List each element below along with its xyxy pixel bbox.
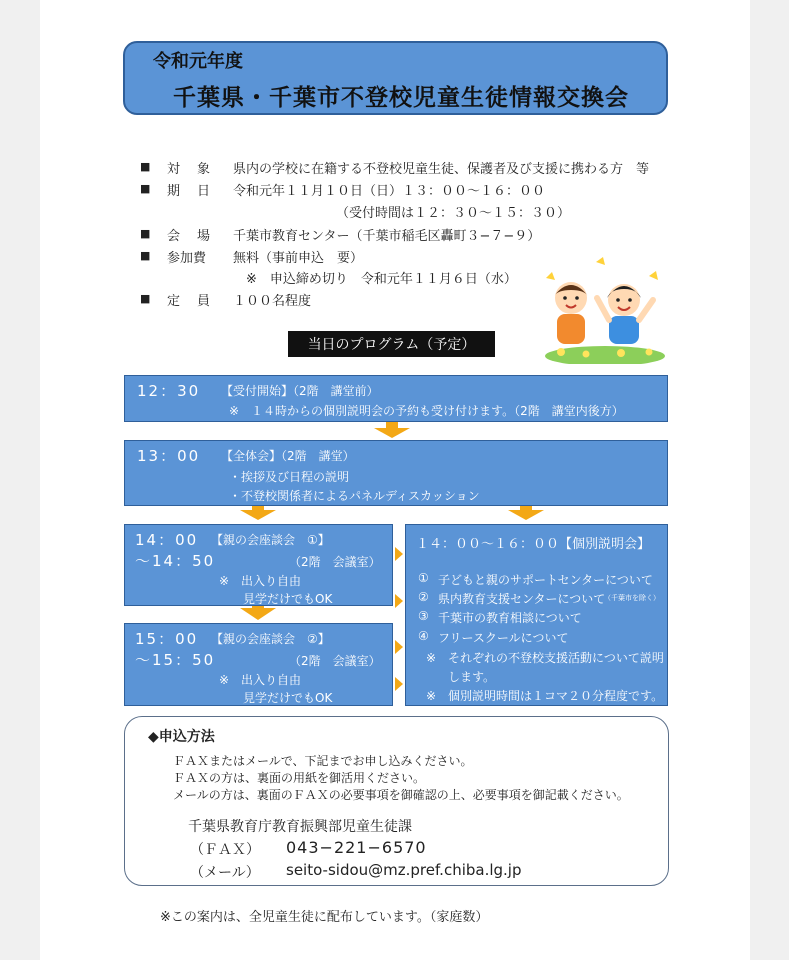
title-year: 令和元年度 xyxy=(153,51,243,72)
mail-address[interactable]: seito-sidou@mz.pref.chiba.lg.jp xyxy=(286,861,522,879)
reception-box xyxy=(124,375,668,422)
contact-org: 千葉県教育庁教育振興部児童生徒課 xyxy=(188,819,412,835)
parent-meeting-2-end: 〜15：50 xyxy=(135,651,216,669)
title-main: 千葉県・千葉市不登校児童生徒情報交換会 xyxy=(173,85,629,111)
detail-label-target: 対 象 xyxy=(167,162,213,177)
footer-note: ※この案内は、全児童生徒に配布しています。（家庭数） xyxy=(160,910,489,925)
plenary-box xyxy=(124,440,668,506)
parent-meeting-1-box xyxy=(124,524,393,606)
parent-meeting-2-time: 15：00 xyxy=(135,630,199,648)
individual-sessions-box xyxy=(405,524,668,706)
application-line: メールの方は、裏面のＦＡＸの必要事項を御確認の上、必要事項を御記載ください。 xyxy=(173,788,629,802)
title-banner xyxy=(123,41,668,115)
detail-fee: 無料（事前申込 要） xyxy=(233,251,364,266)
flow-arrow-right xyxy=(395,547,403,561)
individual-item: 子どもと親のサポートセンターについて xyxy=(438,573,653,587)
individual-note: ※ 個別説明時間は１コマ２０分程度です。 xyxy=(426,689,664,703)
individual-item: 県内教育支援センターについて xyxy=(438,592,606,606)
flow-arrow xyxy=(240,510,276,520)
individual-item-num: ③ xyxy=(418,609,429,623)
mail-label: （メール） xyxy=(190,865,260,881)
parent-meeting-2-box xyxy=(124,623,393,706)
parent-meeting-2-room: （2階 会議室） xyxy=(289,654,381,668)
detail-label-capacity: 定 員 xyxy=(167,294,213,309)
parent-meeting-2-title: 【親の会座談会 ②】 xyxy=(211,632,330,646)
parent-meeting-2-note: 見学だけでもOK xyxy=(243,691,333,705)
detail-label-venue: 会 場 xyxy=(167,229,213,244)
individual-note: ※ それぞれの不登校支援活動について説明 xyxy=(426,651,664,665)
flow-arrow-right xyxy=(395,640,403,654)
parent-meeting-1-note: ※ 出入り自由 xyxy=(219,574,302,588)
parent-meeting-2-note: ※ 出入り自由 xyxy=(219,673,302,687)
parent-meeting-1-time: 14：00 xyxy=(135,531,199,549)
plenary-time: 13：00 xyxy=(137,447,201,465)
fax-label: （ＦＡＸ） xyxy=(190,842,260,858)
flow-arrow xyxy=(508,510,544,520)
detail-date: 令和元年１１月１０日（日）１３：００〜１６：００ xyxy=(233,184,546,199)
detail-label-date: 期 日 xyxy=(167,184,213,199)
parent-meeting-1-note: 見学だけでもOK xyxy=(243,592,333,606)
parent-meeting-1-room: （2階 会議室） xyxy=(289,555,381,569)
flow-arrow xyxy=(240,608,276,620)
reception-time: 12：30 xyxy=(137,382,201,400)
flow-arrow xyxy=(374,428,410,438)
application-line: ＦＡＸの方は、裏面の用紙を御活用ください。 xyxy=(173,771,426,785)
parent-meeting-1-end: 〜14：50 xyxy=(135,552,216,570)
detail-venue: 千葉市教育センター（千葉市稲毛区轟町３−７−９） xyxy=(233,229,541,244)
plenary-item: ・不登校関係者によるパネルディスカッション xyxy=(229,489,480,503)
parent-meeting-1-title: 【親の会座談会 ①】 xyxy=(211,533,330,547)
flow-arrow-right xyxy=(395,594,403,608)
bullet: ■ xyxy=(140,227,151,240)
individual-title: １４：００〜１６：００【個別説明会】 xyxy=(416,537,651,552)
individual-item-num: ② xyxy=(418,590,429,604)
program-header: 当日のプログラム（予定） xyxy=(288,331,495,357)
flow-arrow-right xyxy=(395,677,403,691)
plenary-item: ・挨拶及び日程の説明 xyxy=(229,470,350,484)
detail-deadline: ※ 申込締め切り 令和元年１１月６日（水） xyxy=(246,272,517,287)
detail-target: 県内の学校に在籍する不登校児童生徒、保護者及び支援に携わる方 等 xyxy=(233,162,650,177)
fax-number: 043−221−6570 xyxy=(286,838,427,857)
children-illustration xyxy=(541,256,669,364)
bullet: ■ xyxy=(140,249,151,262)
bullet: ■ xyxy=(140,160,151,173)
bullet: ■ xyxy=(140,292,151,305)
reception-title: 【受付開始】（2階 講堂前） xyxy=(221,384,379,398)
bullet: ■ xyxy=(140,182,151,195)
application-heading: ◆申込方法 xyxy=(148,729,215,745)
application-line: ＦＡＸまたはメールで、下記までお申し込みください。 xyxy=(173,754,473,768)
reception-note: ※ １４時からの個別説明会の予約も受け付けます。（2階 講堂内後方） xyxy=(229,404,624,418)
individual-note: します。 xyxy=(448,670,496,684)
detail-capacity: １００名程度 xyxy=(233,294,312,309)
detail-reception-time: （受付時間は１２：３０〜１５：３０） xyxy=(336,206,571,221)
plenary-title: 【全体会】（2階 講堂） xyxy=(221,449,355,463)
individual-item: 千葉市の教育相談について xyxy=(438,611,582,625)
individual-item: フリースクールについて xyxy=(438,631,569,645)
individual-item-small: （千葉市を除く） xyxy=(604,594,660,602)
individual-item-num: ① xyxy=(418,571,429,585)
detail-label-fee: 参加費 xyxy=(167,251,207,266)
individual-item-num: ④ xyxy=(418,629,429,643)
